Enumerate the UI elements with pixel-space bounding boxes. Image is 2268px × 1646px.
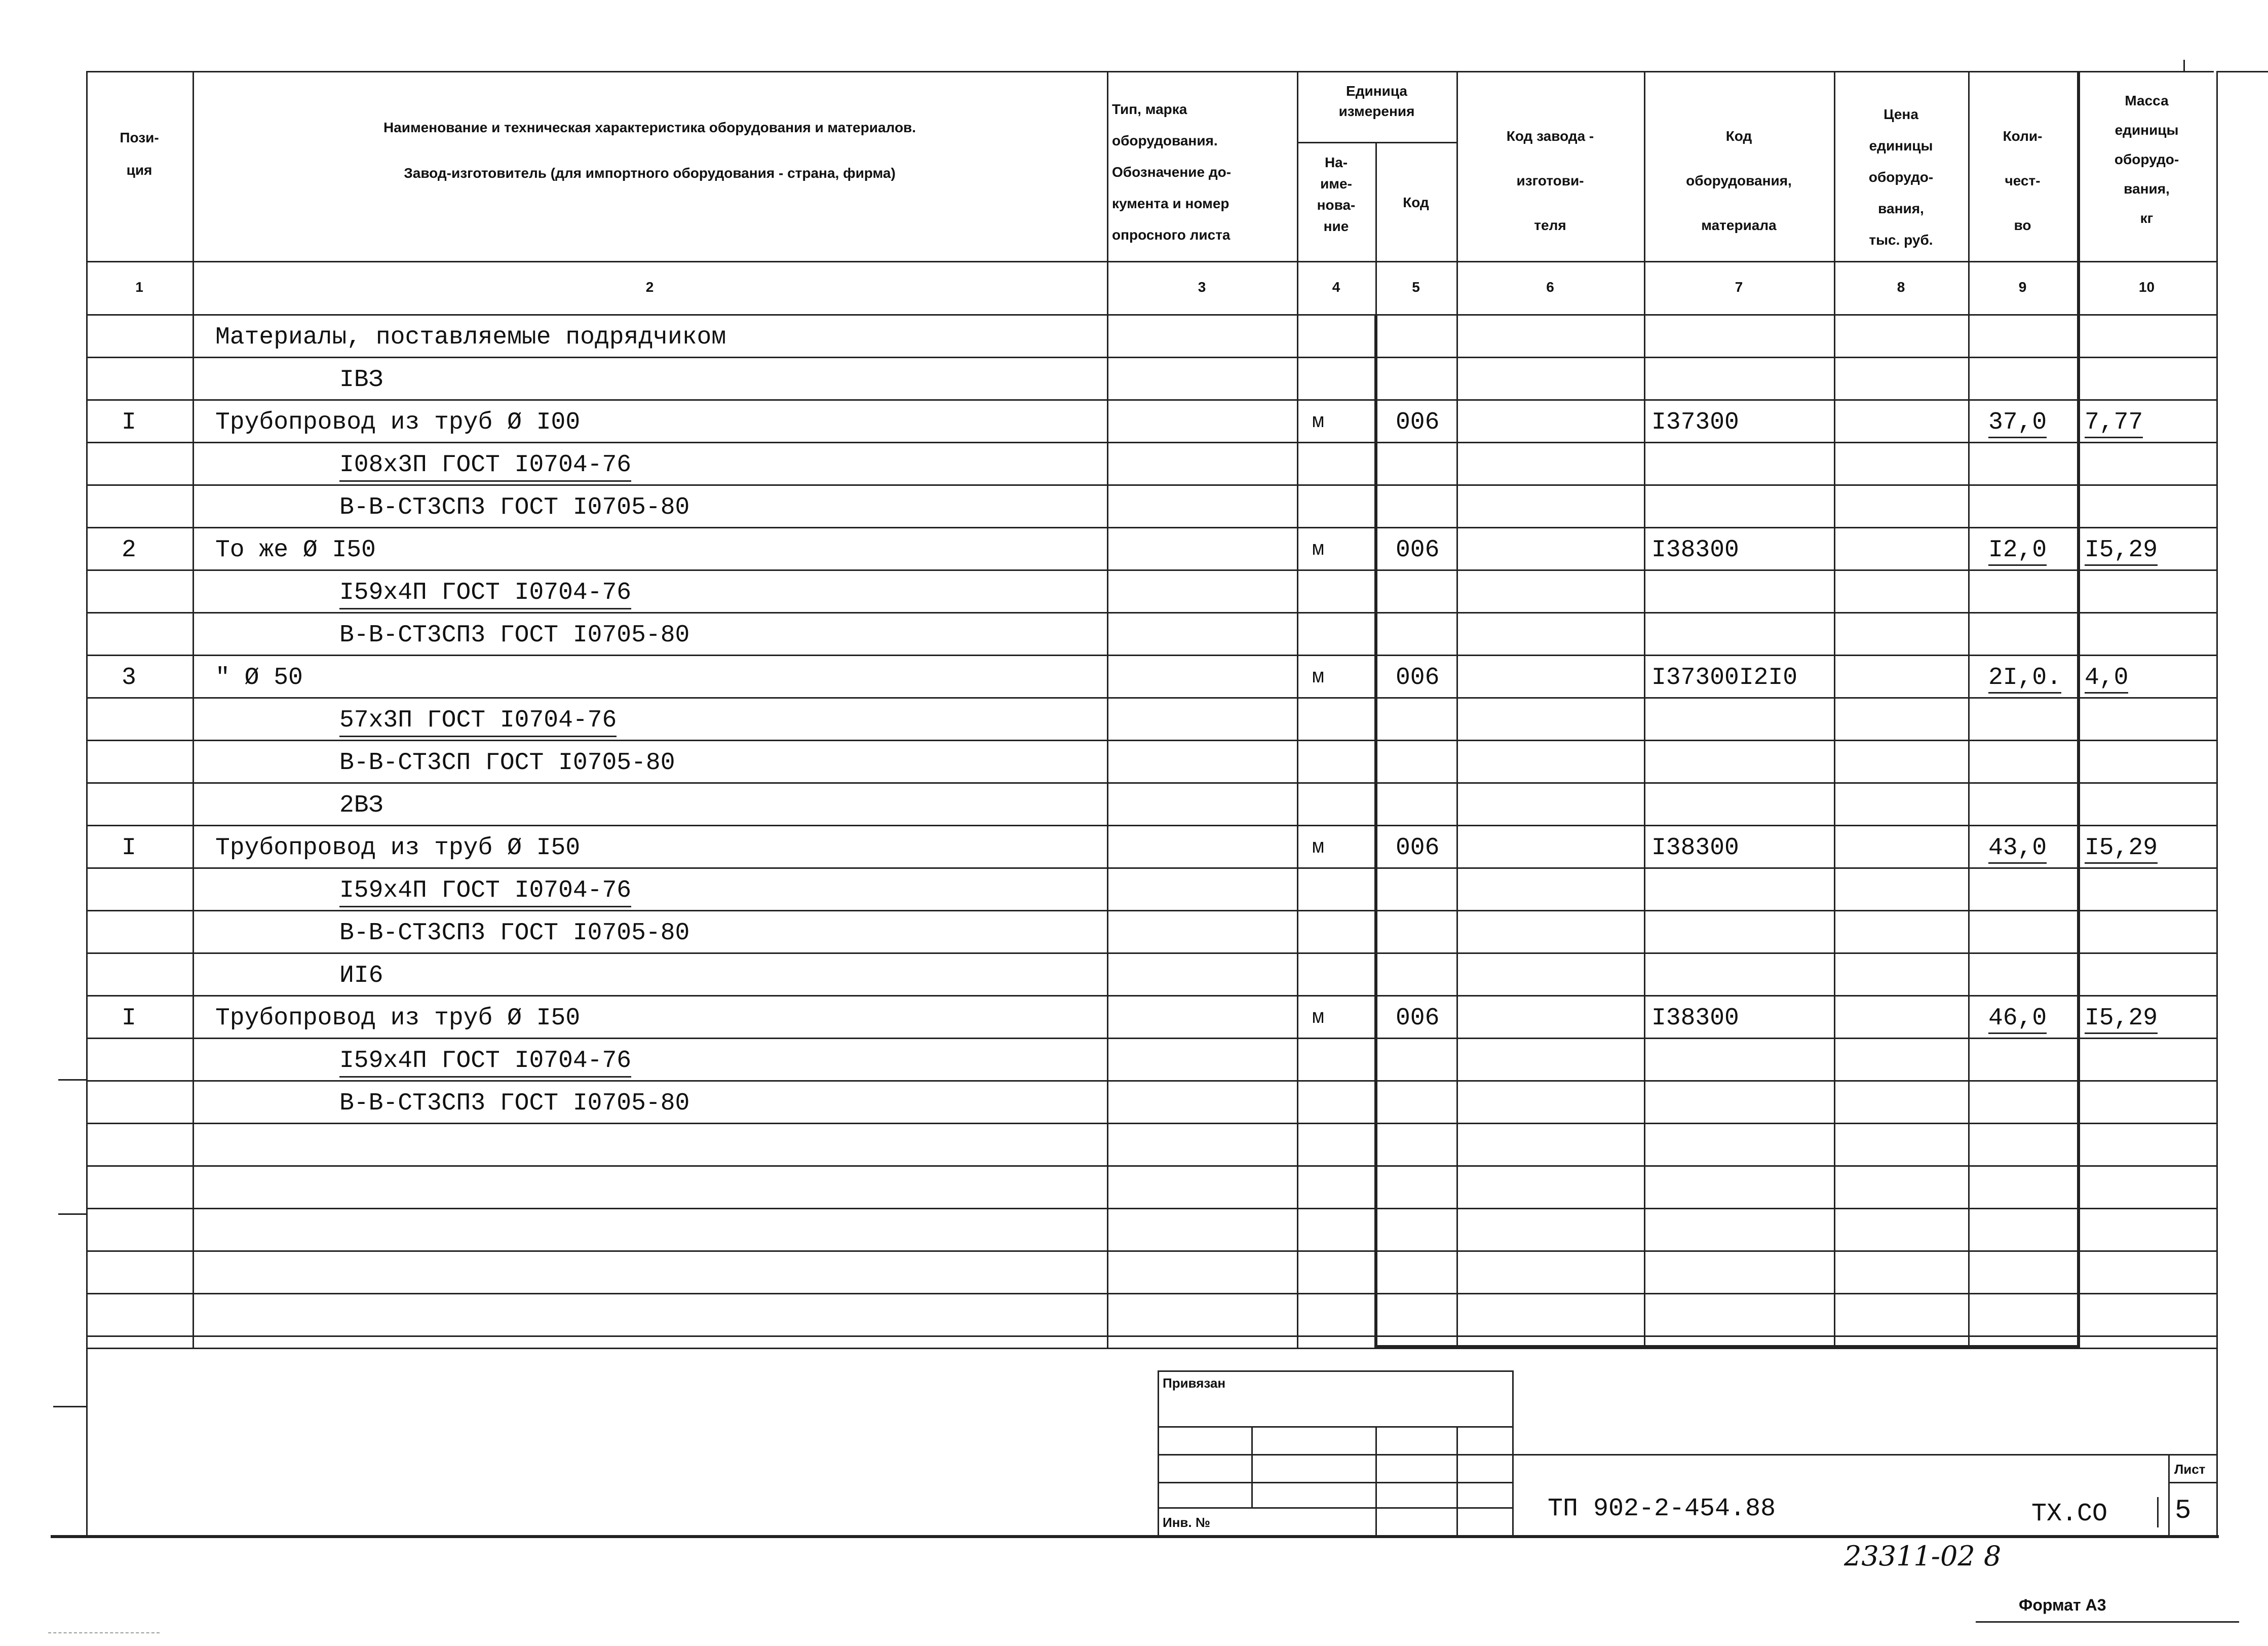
colnum-9: 9 [2018, 279, 2027, 295]
empty-row-line [86, 1335, 2216, 1337]
position-cell: I [122, 834, 136, 862]
unit-name-cell: м [1312, 1007, 1325, 1029]
format-label: Формат А3 [2019, 1596, 2106, 1614]
table-row [86, 1080, 2216, 1123]
header-pos: Пози- [120, 130, 159, 145]
name-cell: То же Ø I50 [215, 537, 376, 564]
sheet-number: 5 [2175, 1496, 2192, 1526]
stamp-inv: Инв. № [1163, 1515, 1210, 1530]
empty-row-line [86, 1293, 2216, 1294]
colnum-8: 8 [1897, 279, 1905, 295]
table-row [86, 314, 2216, 357]
unit-code-cell: 006 [1396, 834, 1440, 862]
quantity-cell: 46,0 [1988, 1004, 2047, 1034]
table-row [86, 910, 2216, 952]
header-quantity: Коли- [2003, 128, 2043, 144]
name-cell: I08х3П ГОСТ I0704-76 [339, 451, 631, 482]
header-mass: Масса [2125, 93, 2169, 108]
name-cell: В-В-СТ3СП3 ГОСТ I0705-80 [339, 1090, 690, 1117]
colnum-10: 10 [2138, 279, 2155, 295]
table-row [86, 484, 2216, 527]
quantity-cell: I2,0 [1988, 536, 2047, 566]
table-row [86, 569, 2216, 612]
empty-row-line [86, 1165, 2216, 1167]
quantity-cell: 2I,0. [1988, 664, 2061, 694]
mass-cell: I5,29 [2085, 536, 2158, 566]
colnum-4: 4 [1332, 279, 1340, 295]
name-cell: I59х4П ГОСТ I0704-76 [339, 876, 631, 907]
colnum-2: 2 [645, 279, 654, 295]
table-row [86, 1038, 2216, 1080]
name-cell: В-В-СТ3СП3 ГОСТ I0705-80 [339, 622, 690, 649]
mass-cell: 4,0 [2085, 664, 2128, 694]
name-cell: Материалы, поставляемые подрядчиком [215, 324, 726, 351]
name-cell: 2ВЗ [339, 792, 383, 819]
document-code: ТП 902-2-454.88 [1548, 1495, 1776, 1523]
equipment-code-cell: I37300I2I0 [1651, 664, 1798, 692]
position-cell: 2 [122, 537, 136, 564]
table-row [86, 995, 2216, 1038]
section-code: ТХ.СО [2031, 1500, 2108, 1528]
table-row [86, 697, 2216, 740]
position-cell: I [122, 1005, 136, 1032]
name-cell: I59х4П ГОСТ I0704-76 [339, 579, 631, 609]
table-row [86, 442, 2216, 484]
table-row [86, 612, 2216, 655]
table-row [86, 740, 2216, 782]
name-cell: В-В-СТ3СП ГОСТ I0705-80 [339, 749, 675, 777]
table-row [86, 399, 2216, 442]
table-row [86, 357, 2216, 399]
sheet-label: Лист [2174, 1462, 2206, 1477]
unit-name-cell: м [1312, 836, 1325, 859]
unit-code-cell: 006 [1396, 1005, 1440, 1032]
equipment-code-cell: I38300 [1651, 537, 1739, 564]
header-factory-code: Код завода - [1506, 128, 1594, 144]
colnum-5: 5 [1412, 279, 1420, 295]
colnum-6: 6 [1546, 279, 1554, 295]
unit-code-cell: 006 [1396, 409, 1440, 436]
colnum-1: 1 [135, 279, 143, 295]
header-unit-code: Код [1403, 195, 1429, 210]
name-cell: В-В-СТ3СП3 ГОСТ I0705-80 [339, 494, 690, 521]
mass-cell: I5,29 [2085, 1004, 2158, 1034]
header-unit-name: На- [1324, 155, 1348, 170]
equipment-code-cell: I37300 [1651, 409, 1739, 436]
header-equipment-code: Код [1725, 128, 1752, 144]
empty-row-line [86, 1208, 2216, 1209]
unit-name-cell: м [1312, 666, 1325, 689]
quantity-cell: 43,0 [1988, 834, 2047, 864]
table-row [86, 867, 2216, 910]
colnum-7: 7 [1735, 279, 1743, 295]
name-cell: " Ø 50 [215, 664, 303, 692]
equipment-code-cell: I38300 [1651, 1005, 1739, 1032]
unit-name-cell: м [1312, 539, 1325, 561]
table-row [86, 655, 2216, 697]
table-row [86, 527, 2216, 569]
header-unit-group: Единица [1346, 83, 1407, 99]
header-name: Наименование и техническая характеристика оборудования и материалов. [383, 120, 916, 135]
name-cell: Трубопровод из труб Ø I50 [215, 834, 581, 862]
table-row [86, 825, 2216, 867]
header-type: Тип, марка [1112, 101, 1187, 117]
header-price: Цена [1883, 106, 1918, 122]
name-cell: Трубопровод из труб Ø I50 [215, 1005, 581, 1032]
name-cell: Трубопровод из труб Ø I00 [215, 409, 581, 436]
table-row [86, 782, 2216, 825]
unit-name-cell: м [1312, 411, 1325, 434]
unit-code-cell: 006 [1396, 664, 1440, 692]
colnum-3: 3 [1198, 279, 1206, 295]
name-cell: В-В-СТ3СП3 ГОСТ I0705-80 [339, 920, 690, 947]
name-cell: I59х4П ГОСТ I0704-76 [339, 1047, 631, 1078]
handwritten-inventory-number: 23311-02 8 [1844, 1540, 2002, 1572]
position-cell: 3 [122, 664, 136, 692]
name-cell: 57х3П ГОСТ I0704-76 [339, 706, 617, 737]
equipment-code-cell: I38300 [1651, 834, 1739, 862]
name-cell: IВЗ [339, 366, 383, 394]
position-cell: I [122, 409, 136, 436]
table-row [86, 952, 2216, 995]
mass-cell: I5,29 [2085, 834, 2158, 864]
empty-row-line [86, 1250, 2216, 1252]
stamp-privyazan: Привязан [1163, 1375, 1226, 1391]
name-cell: ИI6 [339, 962, 383, 989]
mass-cell: 7,77 [2085, 408, 2143, 438]
quantity-cell: 37,0 [1988, 408, 2047, 438]
unit-code-cell: 006 [1396, 537, 1440, 564]
